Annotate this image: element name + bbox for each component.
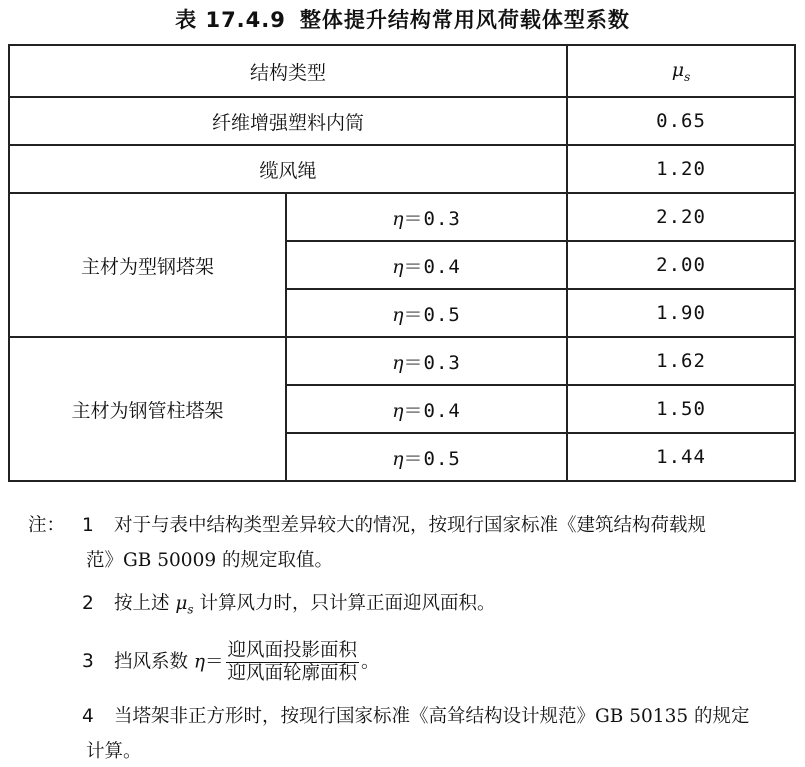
row-value: 1.50 [567, 385, 795, 433]
row-label: 缆风绳 [9, 145, 567, 193]
note-text-pre: 挡风系数 [114, 651, 194, 673]
note-number: 3 [82, 650, 94, 672]
note-item [28, 510, 798, 541]
note-text-post: 。 [361, 651, 380, 673]
note-text: 对于与表中结构类型差异较大的情况，按现行国家标准《建筑结构荷载规 [114, 515, 707, 536]
table-notes [28, 510, 798, 767]
table-number: 表 17.4.9 [175, 8, 286, 32]
equals-sign: ＝ [204, 651, 224, 673]
eta-symbol: η [392, 207, 404, 230]
notes-lead: 注： [28, 515, 66, 536]
row-label: 纤维增强塑料内筒 [9, 97, 567, 145]
condition-cell [286, 337, 567, 385]
row-value: 2.00 [567, 241, 795, 289]
row-value: 1.90 [567, 289, 795, 337]
mu-subscript: s [684, 69, 691, 84]
condition-cell [286, 241, 567, 289]
condition-cell [286, 289, 567, 337]
note-continuation: 范》GB 50009 的规定取值。 [86, 550, 333, 571]
note-text: 当塔架非正方形时，按现行国家标准《高耸结构设计规范》GB 50135 的规定 [114, 705, 750, 727]
condition-cell [286, 433, 567, 481]
mu-symbol: μ [175, 593, 188, 614]
eta-symbol: η [193, 651, 205, 673]
table-header-row [9, 45, 795, 97]
note-number: 2 [82, 593, 94, 614]
fraction-denominator: 迎风面轮廓面积 [227, 662, 358, 684]
header-mu-s [567, 45, 795, 97]
table-row [9, 97, 795, 145]
group-label: 主材为型钢塔架 [9, 193, 286, 337]
condition-cell [286, 193, 567, 241]
condition-value: ＝0.3 [403, 207, 461, 230]
row-value: 1.62 [567, 337, 795, 385]
note-item [28, 638, 798, 689]
header-structure-type: 结构类型 [9, 45, 567, 97]
table-title-text: 整体提升结构常用风荷载体型系数 [299, 8, 630, 32]
row-value: 2.20 [567, 193, 795, 241]
condition-value: ＝0.3 [403, 351, 461, 374]
mu-symbol: μ [671, 58, 685, 81]
eta-symbol: η [392, 447, 404, 470]
note-number: 1 [82, 515, 94, 536]
condition-value: ＝0.5 [403, 447, 461, 470]
note-text-post: 计算风力时，只计算正面迎风面积。 [193, 593, 496, 614]
table-row [9, 337, 795, 385]
condition-value: ＝0.5 [403, 303, 461, 326]
eta-symbol: η [392, 399, 404, 422]
table-row [9, 193, 795, 241]
note-item [28, 701, 798, 732]
eta-symbol: η [392, 255, 404, 278]
table-title [0, 4, 805, 34]
fraction [226, 640, 360, 685]
fraction-numerator: 迎风面投影面积 [227, 639, 358, 661]
condition-cell [286, 385, 567, 433]
condition-value: ＝0.4 [403, 255, 461, 278]
mu-subscript: s [187, 602, 194, 617]
group-label: 主材为钢管柱塔架 [9, 337, 286, 481]
note-item [28, 588, 798, 626]
eta-symbol: η [392, 351, 404, 374]
note-text-pre: 按上述 [114, 593, 176, 614]
note-continuation: 计算。 [86, 740, 142, 762]
wind-load-coefficient-table [8, 44, 796, 482]
eta-symbol: η [392, 303, 404, 326]
note-number: 4 [82, 705, 94, 727]
row-value: 0.65 [567, 97, 795, 145]
row-value: 1.20 [567, 145, 795, 193]
table-row [9, 145, 795, 193]
condition-value: ＝0.4 [403, 399, 461, 422]
row-value: 1.44 [567, 433, 795, 481]
